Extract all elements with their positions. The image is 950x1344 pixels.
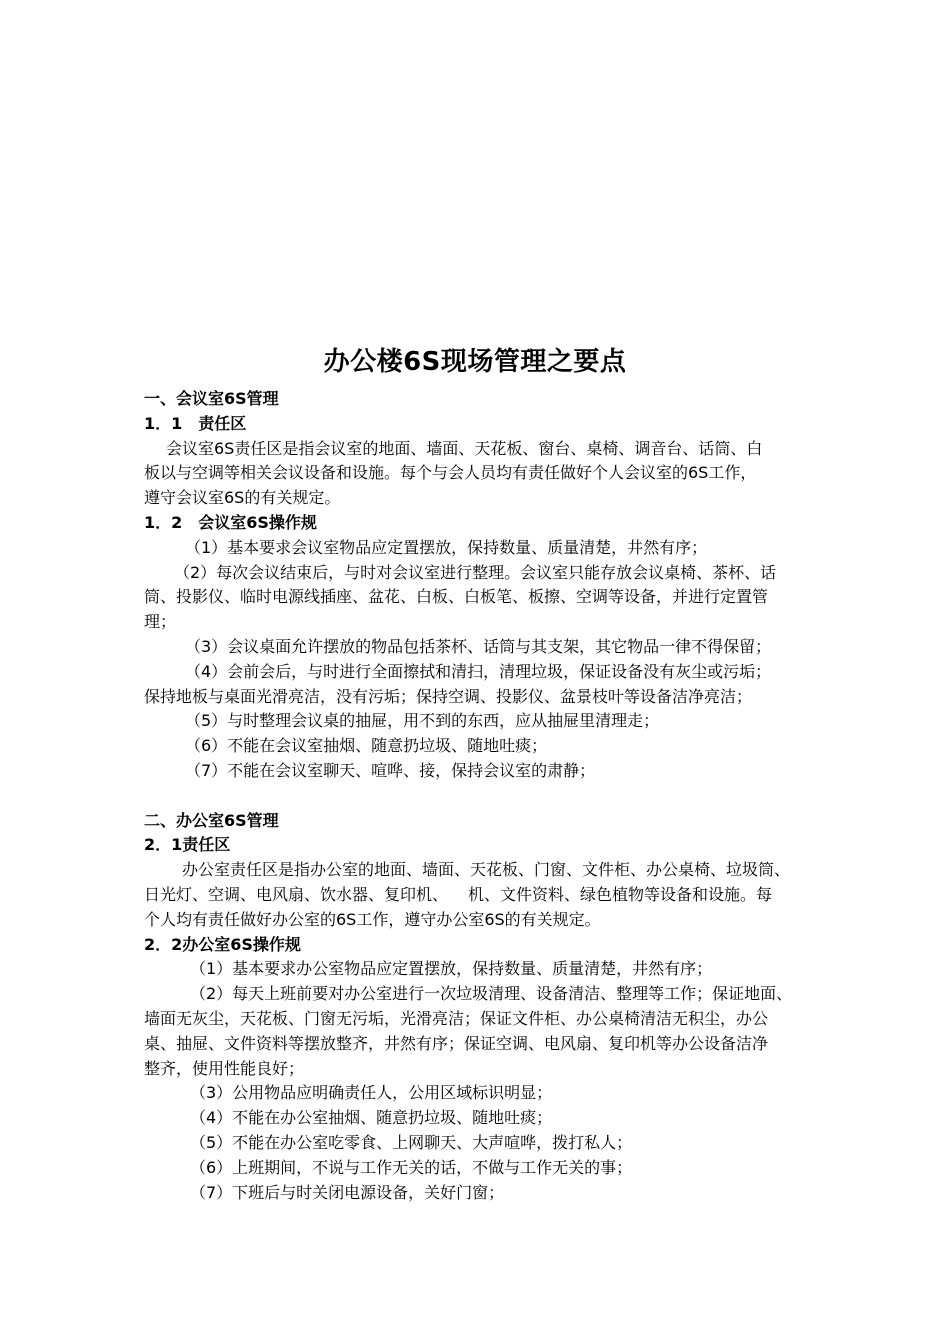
list-item: （5）与时整理会议桌的抽屉，用不到的东西，应从抽屉里清理走； [185,711,660,731]
paragraph-line: 办公室责任区是指办公室的地面、墙面、天花板、门窗、文件柜、办公桌椅、垃圾筒、 [182,860,791,880]
subsection-heading-operation-rules: 2．2办公室6S操作规 [144,934,301,954]
paragraph-line: 会议室6S责任区是指会议室的地面、墙面、天花板、窗台、桌椅、调音台、话筒、白 [166,438,763,458]
document-body [144,387,814,1205]
document-title: 办公楼6S现场管理之要点 [323,347,627,377]
paragraph-fragment: 日光灯、空调、电风扇、饮水器、复印机、 [144,884,449,904]
section-heading-meeting-room: 一、会议室6S管理 [144,389,279,408]
list-item: （3）会议桌面允许摆放的物品包括茶杯、话筒与其支架，其它物品一律不得保留； [185,636,772,656]
section-heading-office: 二、办公室6S管理 [144,810,279,830]
list-item: （7）不能在会议室聊天、喧哗、接，保持会议室的肃静； [185,760,596,780]
subsection-heading-responsibility-area: 1．1 责任区 [144,413,247,433]
paragraph-line: 遵守会议室6S的有关规定。 [144,488,341,508]
blank-line [144,784,814,809]
list-item: （7）下班后与时关闭电源设备，关好门窗； [190,1182,505,1202]
subsection-heading-operation-rules: 1．2 会议室6S操作规 [144,512,317,532]
list-item-continuation: 桌、抽屉、文件资料等摆放整齐，井然有序；保证空调、电风扇、复印机等办公设备洁净 [144,1033,769,1053]
list-item-continuation: 筒、投影仪、临时电源线插座、盆花、白板、白板笔、板擦、空调等设备，并进行定置管 [144,587,769,607]
list-item: （1）基本要求会议室物品应定置摆放，保持数量、质量清楚，井然有序； [185,537,708,557]
list-item-continuation: 理； [144,612,177,632]
list-item: （6）上班期间，不说与工作无关的话，不做与工作无关的事； [190,1157,633,1177]
paragraph-line [144,883,814,908]
list-item-continuation: 墙面无灰尘，天花板、门窗无污垢，光滑亮洁；保证文件柜、办公桌椅清洁无积尘，办公 [144,1008,769,1028]
list-item-continuation: 整齐，使用性能良好； [144,1058,305,1078]
list-item: （2）每次会议结束后，与时对会议室进行整理。会议室只能存放会议桌椅、茶杯、话 [174,562,777,582]
paragraph-fragment: 机、文件资料、绿色植物等设备和设施。每 [468,884,773,904]
list-item: （2）每天上班前要对办公室进行一次垃圾清理、设备清洁、整理等工作；保证地面、 [190,984,793,1004]
paragraph-line: 个人均有责任做好办公室的6S工作，遵守办公室6S的有关规定。 [144,909,601,929]
subsection-heading-responsibility-area: 2．1责任区 [144,835,231,855]
list-item-continuation: 保持地板与桌面光滑亮洁，没有污垢；保持空调、投影仪、盆景枝叶等设备洁净亮洁； [144,686,753,706]
paragraph-line: 板以与空调等相关会议设备和设施。每个与会人员均有责任做好个人会议室的6S工作， [144,463,757,483]
list-item: （1）基本要求办公室物品应定置摆放，保持数量、质量清楚，井然有序； [190,959,713,979]
list-item: （3）公用物品应明确责任人，公用区域标识明显； [190,1083,553,1103]
list-item: （4）会前会后，与时进行全面擦拭和清扫，清理垃圾，保证设备没有灰尘或污垢； [185,661,772,681]
list-item: （4）不能在办公室抽烟、随意扔垃圾、随地吐痰； [190,1108,553,1128]
list-item: （6）不能在会议室抽烟、随意扔垃圾、随地吐痰； [185,736,548,756]
list-item: （5）不能在办公室吃零食、上网聊天、大声喧哗，拨打私人； [190,1132,633,1152]
